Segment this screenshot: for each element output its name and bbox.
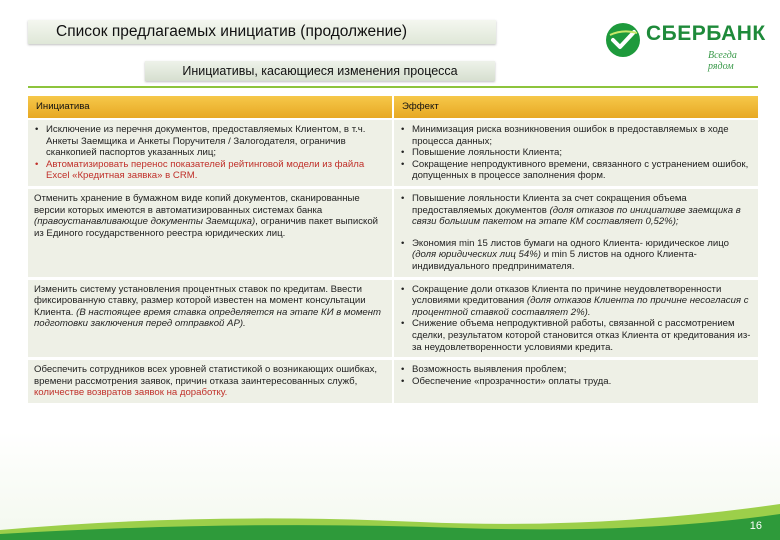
logo-tagline: Всегда рядом [708,50,737,72]
list-item [410,284,752,319]
effect-cell [394,189,758,278]
page-number: 16 [749,520,762,532]
initiative-text: Отменить хранение в бумажном виде копий документов, сканированные версии которых имеются в автоматизированных системах банка [34,192,360,216]
logo-name: СБЕРБАНК [646,22,766,45]
sberbank-logo [604,19,766,72]
initiative-cell [28,189,394,278]
initiative-cell [28,120,394,187]
initiative-text: Изменить систему установления процентных ставок по кредитам. Ввести фиксированную ставку, размер которой известен на момент консультации Клиента. [34,283,366,318]
effect-text: Повышение лояльности Клиента за счет сокращения объема предоставляемых документов [412,192,687,216]
list-item: • Обеспечение «прозрачности» оплаты труда. [410,376,752,388]
table-row [28,280,758,359]
effect-text: Сокращение доли отказов Клиента по причине неудовлетворенности условиями кредитования [412,283,722,307]
footer-wave [0,500,780,540]
divider [28,86,758,88]
initiative-note: (В настоящее время ставка определяется на этапе КИ в момент подготовки заключения перед отправкой АР). [34,306,382,330]
effect-cell [394,280,758,359]
effect-text: Экономия min 15 листов бумаги на одного Клиента- юридическое лицо [412,237,729,249]
list-item: • Снижение объема непродуктивной работы, связанной с рассмотрением сделки, результатом которой становится отказ Клиента от кредитования из-за неудовлетворенности условиями кредита. [410,318,752,353]
initiative-text: Обеспечить сотрудников всех уровней статистикой о возникающих ошибках, времени рассмотрения заявок, причин отказа заинтересованных служб, [34,364,378,387]
list-item: • Автоматизировать перенос показателей рейтинговой модели из файла Excel «Кредитная заявка» в CRM. [44,159,386,182]
initiative-cell [28,280,394,359]
list-item: • Минимизация риска возникновения ошибок в предоставляемых в ходе процесса данных; [410,124,752,147]
effect-note: (доля юридических лиц 54%) [412,249,541,261]
list-item [410,193,752,228]
effect-note: (доля отказов Клиента по причине несогласия с процентной ставкой составляет 2%). [412,295,749,318]
effect-cell [394,360,758,404]
table-header-row [28,96,758,118]
effect-text: и min 5 листов на одного Клиента- индивидуального предпринимателя. [412,249,697,272]
table-row [28,360,758,404]
list-item: • Сокращение непродуктивного времени, связанного с устранением ошибок, допущенных в процессе заполнения форм. [410,159,752,182]
table-row [28,189,758,278]
list-item [410,238,752,273]
list-item: • Возможность выявления проблем; [410,364,752,376]
initiative-note: (правоустанавливающие документы Заемщика) [34,216,256,228]
column-header-effect: Эффект [394,96,758,118]
table-row [28,120,758,187]
list-item: • Повышение лояльности Клиента; [410,147,752,159]
initiatives-table [28,94,758,406]
section-subtitle: Инициативы, касающиеся изменения процесса [145,61,495,81]
sberbank-logo-icon [604,21,642,59]
column-header-initiative: Инициатива [28,96,394,118]
page-title: Список предлагаемых инициатив (продолжение) [28,20,496,44]
initiative-text: , ограничив пакет выпиской из Единого государственного реестра юридических лиц. [34,216,379,239]
initiative-cell [28,360,394,404]
list-item: • Исключение из перечня документов, предоставляемых Клиентом, в т.ч. Анкеты Заемщика и Анкеты Поручителя / Залогодателя, ограничив сканкопией паспортов указанных лиц; [44,124,386,159]
effect-cell [394,120,758,187]
initiative-highlight: количестве возвратов заявок на доработку. [34,387,228,399]
effect-note: (доля отказов по инициативе заемщика в связи большим пакетом на этапе КМ составляет 0,52%); [412,204,741,228]
